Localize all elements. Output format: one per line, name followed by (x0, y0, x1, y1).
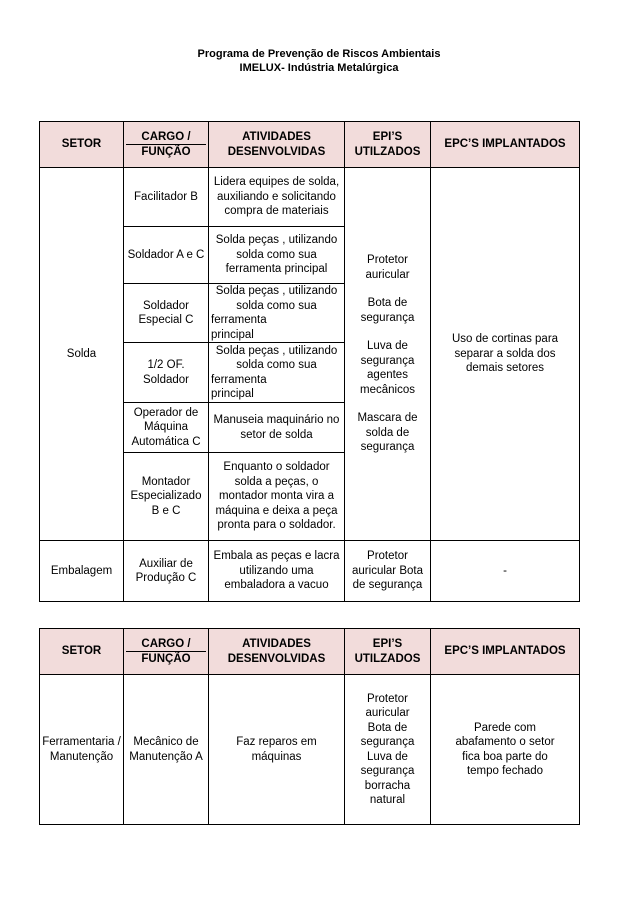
header-atividades: ATIVIDADES DESENVOLVIDAS (209, 629, 345, 675)
atividade-text: Solda peças , utilizando solda como sua ferramenta (211, 344, 338, 386)
atividade-cell: Embala as peças e lacra utilizando uma embaladora a vacuo (209, 541, 345, 602)
title-line-2: IMELUX- Indústria Metalúrgica (239, 62, 399, 74)
table-row (40, 675, 580, 825)
header-cargo-line2: FUNÇÃO (141, 653, 191, 665)
atividade-text-last: principal (211, 328, 254, 341)
setor-solda: Solda (40, 168, 124, 541)
header-epc: EPC’S IMPLANTADOS (431, 122, 580, 168)
header-setor: SETOR (40, 122, 124, 168)
header-epc: EPC’S IMPLANTADOS (431, 629, 580, 675)
table-row (40, 168, 580, 227)
atividade-cell: Enquanto o soldador solda a peças, o montador monta vira a máquina e deixa a peça pronta para o soldador. (209, 453, 345, 541)
atividade-text-last: principal (211, 388, 254, 400)
atividade-cell: Faz reparos em máquinas (209, 675, 345, 825)
header-setor: SETOR (40, 629, 124, 675)
header-cargo-line1: CARGO / (126, 637, 206, 653)
cargo-cell: Mecânico de Manutenção A (124, 675, 209, 825)
epi-cell: Protetor auricular Bota de segurança Luva de segurança borracha natural (345, 675, 431, 825)
atividade-cell: Lidera equipes de solda, auxiliando e solicitando compra de materiais (209, 168, 345, 227)
atividade-text: Solda peças , utilizando solda como sua ferramenta (211, 285, 338, 326)
atividade-cell (209, 284, 345, 343)
atividade-cell (209, 343, 345, 403)
epc-cell: - (431, 541, 580, 602)
header-epi: EPI’S UTILZADOS (345, 122, 431, 168)
cargo-cell: Soldador Especial C (124, 284, 209, 343)
epi-solda (345, 168, 431, 541)
setor-embalagem: Embalagem (40, 541, 124, 602)
header-cargo-line2: FUNÇÃO (141, 146, 191, 158)
header-atividades: ATIVIDADES DESENVOLVIDAS (209, 122, 345, 168)
epc-solda: Uso de cortinas para separar a solda dos demais setores (431, 168, 580, 541)
epi-item: Bota de segurança (360, 297, 415, 324)
title-line-1: Programa de Prevenção de Riscos Ambientais (197, 48, 441, 60)
atividade-cell: Manuseia maquinário no setor de solda (209, 403, 345, 453)
document-title (0, 47, 638, 75)
header-cargo (124, 629, 209, 675)
table-row (40, 541, 580, 602)
risk-table-manutencao (39, 628, 580, 825)
header-cargo (124, 122, 209, 168)
risk-table-solda-embalagem (39, 121, 580, 602)
atividade-cell: Solda peças , utilizando solda como sua ferramenta principal (209, 227, 345, 284)
cargo-cell: Soldador A e C (124, 227, 209, 284)
epi-item: Protetor auricular (365, 254, 410, 281)
header-row (40, 629, 580, 675)
setor-ferramentaria: Ferramentaria / Manutenção (40, 675, 124, 825)
cargo-cell: Operador de Máquina Automática C (124, 403, 209, 453)
epi-cell: Protetor auricular Bota de segurança (345, 541, 431, 602)
header-cargo-line1: CARGO / (126, 130, 206, 146)
header-row (40, 122, 580, 168)
header-epi: EPI’S UTILZADOS (345, 629, 431, 675)
cargo-cell: 1/2 OF. Soldador (124, 343, 209, 403)
cargo-cell: Montador Especializado B e C (124, 453, 209, 541)
epi-item: Luva de segurança agentes mecânicos (360, 340, 415, 396)
epc-cell: Parede com abafamento o setor fica boa parte do tempo fechado (431, 675, 580, 825)
cargo-cell: Facilitador B (124, 168, 209, 227)
epi-item: Mascara de solda de segurança (357, 412, 418, 454)
cargo-cell: Auxiliar de Produção C (124, 541, 209, 602)
